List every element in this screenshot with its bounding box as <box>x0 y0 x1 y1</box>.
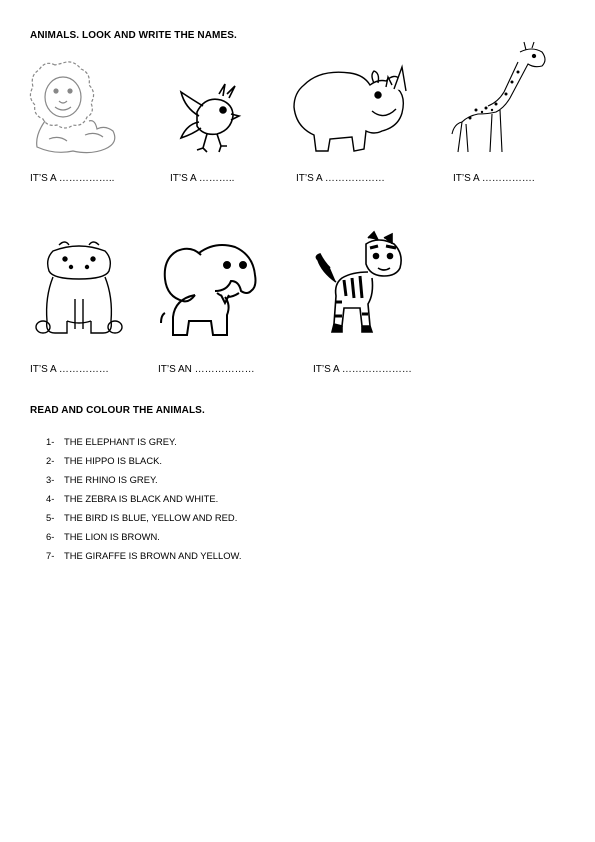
answer-line-rhino[interactable]: IT’S A ……………… <box>296 173 385 184</box>
list-item <box>46 474 241 493</box>
list-item-number: 2- <box>46 455 55 466</box>
answer-line-giraffe[interactable]: IT’S A ……………. <box>453 173 535 184</box>
bird-drawing <box>177 82 241 158</box>
lion-drawing <box>25 55 125 160</box>
list-item <box>46 493 241 512</box>
list-item <box>46 455 241 474</box>
list-item-text: THE RHINO IS GREY. <box>64 474 158 485</box>
list-item <box>46 436 241 455</box>
hippo-drawing <box>35 237 123 339</box>
list-item-text: THE HIPPO IS BLACK. <box>64 455 162 466</box>
giraffe-drawing <box>448 42 552 158</box>
answer-line-lion[interactable]: IT’S A …………….. <box>30 173 115 184</box>
answer-line-bird[interactable]: IT’S A ……….. <box>170 173 235 184</box>
answer-line-hippo[interactable]: IT’S A …………… <box>30 364 109 375</box>
list-item-number: 4- <box>46 493 55 504</box>
list-item-text: THE BIRD IS BLUE, YELLOW AND RED. <box>64 512 238 523</box>
list-item <box>46 550 241 569</box>
answer-line-zebra[interactable]: IT’S A ………………… <box>313 364 412 375</box>
list-item-text: THE ELEPHANT IS GREY. <box>64 436 177 447</box>
elephant-drawing <box>155 235 267 345</box>
list-item <box>46 512 241 531</box>
answer-line-elephant[interactable]: IT’S AN ……………… <box>158 364 255 375</box>
section-heading-colour: READ AND COLOUR THE ANIMALS. <box>30 405 205 416</box>
zebra-drawing <box>312 232 407 340</box>
rhino-drawing <box>290 65 410 157</box>
list-item-text: THE LION IS BROWN. <box>64 531 160 542</box>
list-item <box>46 531 241 550</box>
section-heading-names: ANIMALS. LOOK AND WRITE THE NAMES. <box>30 30 237 41</box>
list-item-text: THE GIRAFFE IS BROWN AND YELLOW. <box>64 550 242 561</box>
list-item-text: THE ZEBRA IS BLACK AND WHITE. <box>64 493 219 504</box>
colour-instructions-list <box>46 436 241 569</box>
list-item-number: 6- <box>46 531 55 542</box>
list-item-number: 7- <box>46 550 55 561</box>
list-item-number: 1- <box>46 436 55 447</box>
list-item-number: 5- <box>46 512 55 523</box>
list-item-number: 3- <box>46 474 55 485</box>
